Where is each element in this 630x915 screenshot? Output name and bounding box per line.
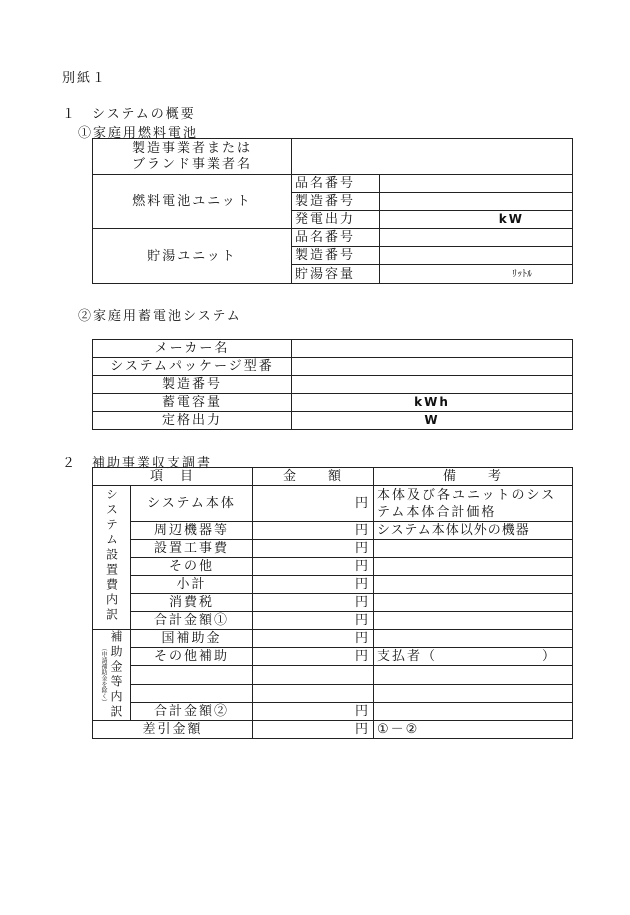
remark-cell — [374, 540, 573, 558]
remark-cell — [374, 630, 573, 648]
fc-product-no-label: 品名番号 — [292, 175, 380, 193]
fc-product-no-value[interactable] — [380, 175, 573, 193]
battery-row-value[interactable]: W — [292, 412, 573, 430]
item-cell: 消費税 — [131, 594, 253, 612]
head-item: 項 目 — [93, 468, 253, 486]
remark-cell — [374, 558, 573, 576]
battery-row-label: 定格出力 — [93, 412, 292, 430]
group2-label: 補助金等内訳 — [109, 630, 123, 720]
budget-table — [92, 467, 573, 739]
remark-cell: 支払者（ ） — [374, 648, 573, 666]
amount-cell[interactable]: 円 — [253, 648, 374, 666]
fuel-cell-table — [92, 138, 573, 284]
section1-title: １ システムの概要 — [62, 107, 196, 122]
diff-remark: ①－② — [374, 721, 573, 739]
amount-cell[interactable]: 円 — [253, 630, 374, 648]
item-cell: 設置工事費 — [131, 540, 253, 558]
remark-cell: システム本体以外の機器 — [374, 522, 573, 540]
hw-serial-no-label: 製造番号 — [292, 247, 380, 265]
battery-row-label: メーカー名 — [93, 340, 292, 358]
item-cell: その他 — [131, 558, 253, 576]
amount-cell[interactable]: 円 — [253, 702, 374, 720]
remark-cell: 本体及び各ユニットのシステム本体合計価格 — [374, 486, 573, 522]
amount-cell[interactable]: 円 — [253, 576, 374, 594]
amount-cell[interactable] — [253, 666, 374, 684]
battery-row-label: システムパッケージ型番 — [93, 358, 292, 376]
amount-cell[interactable] — [253, 684, 374, 702]
item-cell: システム本体 — [131, 486, 253, 522]
fc-serial-no-value[interactable] — [380, 193, 573, 211]
fc-power-output-value[interactable] — [380, 211, 573, 229]
fc-power-output-label: 発電出力 — [292, 211, 380, 229]
battery-row-value[interactable] — [292, 358, 573, 376]
diff-item: 差引金額 — [93, 721, 253, 739]
amount-cell[interactable]: 円 — [253, 558, 374, 576]
tank-capacity-label: 貯湯容量 — [292, 265, 380, 284]
battery-row-value[interactable]: kWh — [292, 394, 573, 412]
item-cell: 小計 — [131, 576, 253, 594]
remark-cell — [374, 576, 573, 594]
battery-table — [92, 339, 573, 430]
item-cell: 国補助金 — [131, 630, 253, 648]
attachment-label: 別紙１ — [62, 71, 108, 86]
group1-label: システム設置費内訳 — [104, 487, 119, 623]
amount-cell[interactable]: 円 — [253, 486, 374, 522]
liter-unit: ﾘｯﾄﾙ — [512, 269, 532, 280]
head-amount: 金 額 — [253, 468, 374, 486]
diff-amount[interactable]: 円 — [253, 721, 374, 739]
item-cell[interactable] — [131, 684, 253, 702]
hw-serial-no-value[interactable] — [380, 247, 573, 265]
group2-label-cell — [93, 630, 131, 721]
remark-cell[interactable] — [374, 684, 573, 702]
battery-row-label: 製造番号 — [93, 376, 292, 394]
fuel-cell-subtitle: ①家庭用燃料電池 — [78, 126, 199, 141]
remark-cell — [374, 612, 573, 630]
fc-serial-no-label: 製造番号 — [292, 193, 380, 211]
tank-capacity-value[interactable] — [380, 265, 573, 284]
remark-cell[interactable] — [374, 666, 573, 684]
maker-label: 製造事業者または ブランド事業者名 — [93, 139, 292, 175]
amount-cell[interactable]: 円 — [253, 540, 374, 558]
remark-cell — [374, 594, 573, 612]
battery-row-value[interactable] — [292, 340, 573, 358]
amount-cell[interactable]: 円 — [253, 522, 374, 540]
amount-cell[interactable]: 円 — [253, 612, 374, 630]
group1-label-cell — [93, 486, 131, 630]
battery-subtitle: ②家庭用蓄電池システム — [78, 309, 242, 324]
item-cell: 合計金額① — [131, 612, 253, 630]
section2-title: ２ 補助事業収支調書 — [62, 456, 213, 471]
remark-cell — [374, 702, 573, 720]
item-cell: その他補助 — [131, 648, 253, 666]
item-cell[interactable] — [131, 666, 253, 684]
battery-row-label: 蓄電容量 — [93, 394, 292, 412]
hw-product-no-value[interactable] — [380, 229, 573, 247]
item-cell: 合計金額② — [131, 702, 253, 720]
battery-row-value[interactable] — [292, 376, 573, 394]
group2-note: （申請補助金を除く） — [100, 645, 107, 705]
fc-unit-label: 燃料電池ユニット — [93, 175, 292, 229]
hw-unit-label: 貯湯ユニット — [93, 229, 292, 284]
amount-cell[interactable]: 円 — [253, 594, 374, 612]
hw-product-no-label: 品名番号 — [292, 229, 380, 247]
head-remarks: 備 考 — [374, 468, 573, 486]
maker-value[interactable] — [292, 139, 573, 175]
item-cell: 周辺機器等 — [131, 522, 253, 540]
kw-unit: kW — [498, 212, 524, 226]
